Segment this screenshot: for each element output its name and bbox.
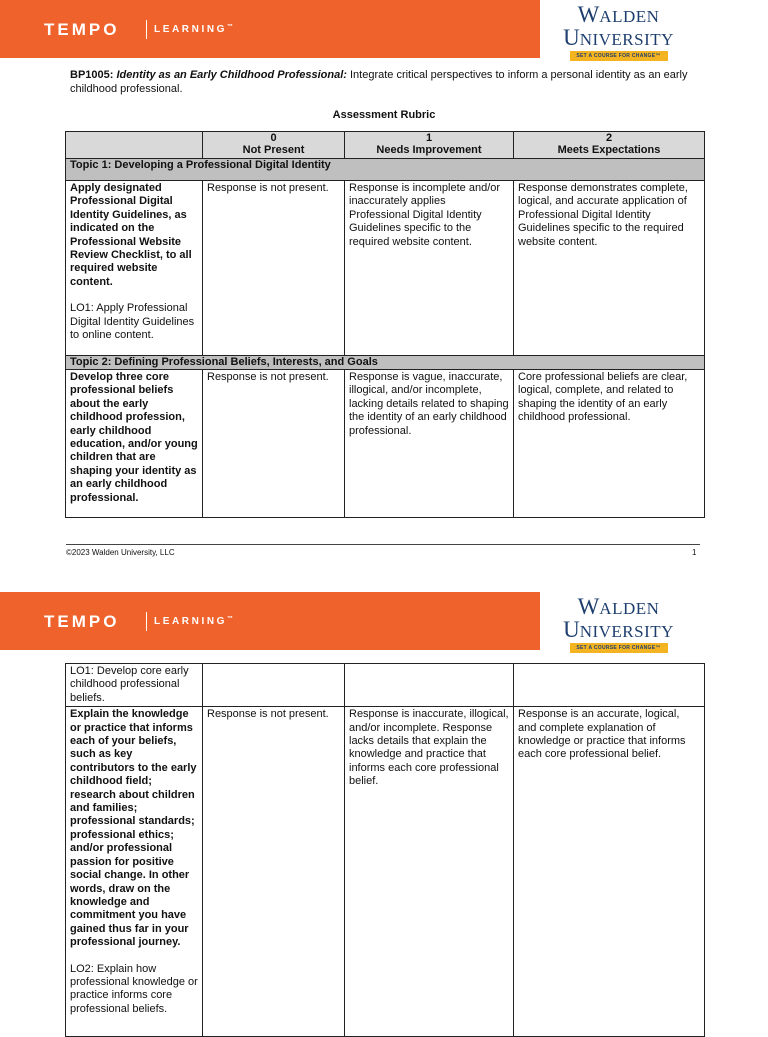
criterion-cell: LO1: Develop core early childhood professional beliefs.	[66, 664, 203, 707]
meets-expectations-cell: Response is an accurate, logical, and complete explanation of knowledge or practice that informs each core professional belief.	[514, 707, 705, 1037]
footer-page-number: 1	[692, 548, 697, 557]
topic-title: Topic 2: Defining Professional Beliefs, Interests, and Goals	[66, 356, 705, 370]
meets-expectations-cell	[514, 664, 705, 707]
course-name: Identity as an Early Childhood Professional:	[116, 69, 347, 81]
footer-copyright: ©2023 Walden University, LLC	[66, 548, 175, 557]
learning-logo-text: LEARNING™	[154, 24, 234, 35]
rubric-table	[65, 131, 705, 518]
rubric-header-row	[66, 132, 705, 159]
topic-row	[66, 356, 705, 370]
header-cell-criteria	[66, 132, 203, 159]
learning-objective: LO2: Explain how professional knowledge or practice informs core professional beliefs.	[70, 962, 198, 1015]
page-header-banner	[0, 0, 768, 58]
criterion-cell: Develop three core professional beliefs about the early childhood profession, early childhood education, and/or young children that are shaping your identity as an early childhood professional.	[66, 370, 203, 518]
tempo-learning-band	[0, 0, 540, 58]
page-gap	[0, 572, 768, 592]
walden-university-logo: WALDEN UNIVERSITY SET A COURSE FOR CHANGE™	[563, 2, 674, 59]
needs-improvement-cell: Response is inaccurate, illogical, and/or incomplete. Response lacks details that explain the knowledge and practice that informs each core professional belief.	[345, 707, 514, 1037]
topic-title: Topic 1: Developing a Professional Digital Identity	[66, 159, 705, 181]
not-present-cell: Response is not present.	[203, 707, 345, 1037]
table-row	[66, 181, 705, 356]
not-present-cell: Response is not present.	[203, 370, 345, 518]
course-code: BP1005:	[70, 69, 114, 81]
criterion-cell: Explain the knowledge or practice that informs each of your beliefs, such as key contributors to the early childhood field; research about children and families; professional standards; professional ethics; and/or professional passion for positive social change. In other words, draw on the knowledge and commitment you have gained thus far in your professional journey. LO2: Explain how professional knowledge or practice informs core professional beliefs.	[66, 707, 203, 1037]
course-intro	[70, 68, 710, 96]
tempo-learning-band	[0, 592, 540, 650]
rubric-title: Assessment Rubric	[332, 109, 436, 121]
footer-divider	[66, 544, 700, 545]
tempo-logo-text: TEMPO	[44, 612, 120, 631]
header-cell-needs-improvement: 1 Needs Improvement	[345, 132, 514, 159]
rubric-table-continued	[65, 663, 705, 1037]
needs-improvement-cell	[345, 664, 514, 707]
walden-tagline: SET A COURSE FOR CHANGE™	[570, 643, 668, 653]
table-row	[66, 370, 705, 518]
not-present-cell	[203, 664, 345, 707]
not-present-cell: Response is not present.	[203, 181, 345, 356]
header-cell-meets-expectations: 2 Meets Expectations	[514, 132, 705, 159]
page-header-banner	[0, 592, 768, 650]
learning-logo-text: LEARNING™	[154, 616, 234, 627]
meets-expectations-cell: Response demonstrates complete, logical, and accurate application of Professional Digital Identity Guidelines specific to the required website content.	[514, 181, 705, 356]
tempo-logo-text: TEMPO	[44, 20, 120, 39]
logo-divider	[146, 612, 147, 631]
criterion-cell: Apply designated Professional Digital Identity Guidelines, as indicated on the Professional Website Review Checklist, to all required website content. LO1: Apply Professional Digital Identity Guidelines to online content.	[66, 181, 203, 356]
logo-divider	[146, 20, 147, 39]
topic-row	[66, 159, 705, 181]
meets-expectations-cell: Core professional beliefs are clear, logical, complete, and related to shaping the identity of an early childhood professional.	[514, 370, 705, 518]
learning-objective: LO1: Apply Professional Digital Identity Guidelines to online content.	[70, 302, 195, 342]
table-row	[66, 664, 705, 707]
course-description: Integrate critical perspectives to inform a personal identity as an early childhood professional.	[70, 69, 688, 95]
needs-improvement-cell: Response is incomplete and/or inaccurately applies Professional Digital Identity Guidelines specific to the required website content.	[345, 181, 514, 356]
needs-improvement-cell: Response is vague, inaccurate, illogical, and/or incomplete, lacking details related to shaping the identity of an early childhood professional.	[345, 370, 514, 518]
header-cell-not-present: 0 Not Present	[203, 132, 345, 159]
walden-university-logo: WALDEN UNIVERSITY SET A COURSE FOR CHANGE™	[563, 594, 674, 651]
table-row	[66, 707, 705, 1037]
walden-tagline: SET A COURSE FOR CHANGE™	[570, 51, 668, 61]
